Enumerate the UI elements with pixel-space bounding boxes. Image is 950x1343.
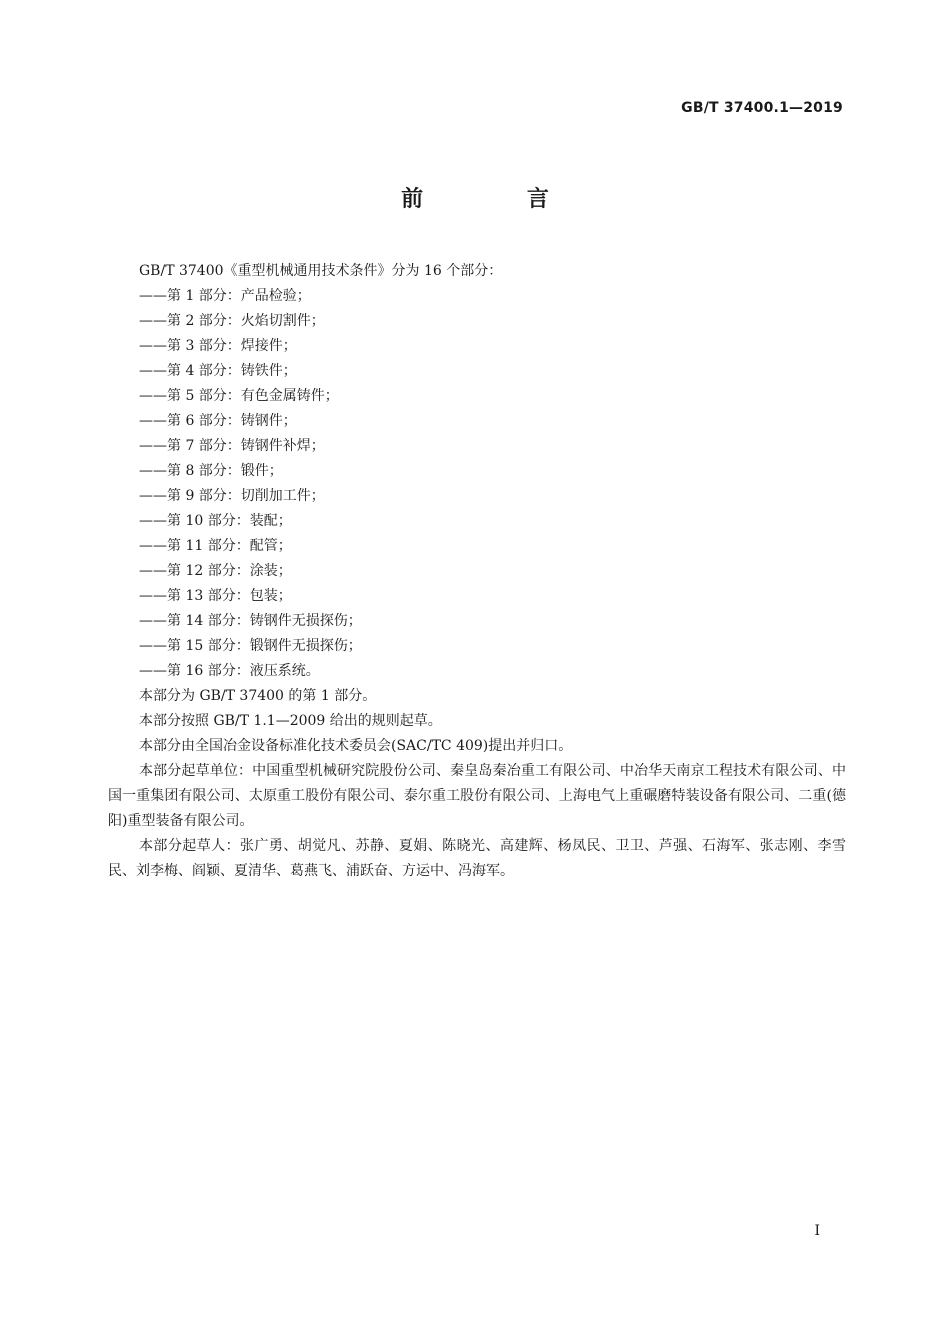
page-title: 前 言 — [401, 187, 597, 212]
standard-code: GB/T 37400.1—2019 — [681, 100, 843, 116]
list-item: ——第 3 部分：焊接件； — [139, 338, 297, 354]
list-item: ——第 8 部分：锻件； — [139, 463, 283, 479]
list-item: ——第 9 部分：切削加工件； — [139, 488, 325, 504]
part-statement: 本部分为 GB/T 37400 的第 1 部分。 — [139, 688, 377, 704]
proposer-statement: 本部分由全国冶金设备标准化技术委员会(SAC/TC 409)提出并归口。 — [139, 738, 573, 754]
list-item: ——第 12 部分：涂装； — [139, 563, 292, 579]
drafting-rules-statement: 本部分按照 GB/T 1.1—2009 给出的规则起草。 — [139, 713, 442, 729]
list-item: ——第 6 部分：铸钢件； — [139, 413, 297, 429]
list-item: ——第 2 部分：火焰切割件； — [139, 313, 325, 329]
foreword-body — [108, 259, 846, 884]
intro-paragraph: GB/T 37400《重型机械通用技术条件》分为 16 个部分： — [139, 263, 503, 279]
list-item: ——第 14 部分：铸钢件无损探伤； — [139, 613, 362, 629]
list-item: ——第 4 部分：铸铁件； — [139, 363, 297, 379]
list-item: ——第 13 部分：包装； — [139, 588, 292, 604]
page-number: I — [814, 1223, 820, 1239]
parts-list — [108, 284, 846, 684]
list-item: ——第 7 部分：铸钢件补焊； — [139, 438, 325, 454]
list-item: ——第 16 部分：液压系统。 — [139, 663, 320, 679]
list-item: ——第 11 部分：配管； — [139, 538, 292, 554]
list-item: ——第 10 部分：装配； — [139, 513, 292, 529]
list-item: ——第 5 部分：有色金属铸件； — [139, 388, 339, 404]
drafters-statement: 本部分起草人：张广勇、胡觉凡、苏静、夏娟、陈晓光、高建辉、杨凤民、卫卫、芦强、石海军、张志刚、李雪民、刘李梅、阎颖、夏清华、葛燕飞、浦跃奋、方运中、冯海军。 — [108, 838, 846, 879]
drafting-units-statement: 本部分起草单位：中国重型机械研究院股份公司、秦皇岛秦冶重工有限公司、中冶华天南京工程技术有限公司、中国一重集团有限公司、太原重工股份有限公司、泰尔重工股份有限公司、上海电气上重碾磨特装设备有限公司、二重(德阳)重型装备有限公司。 — [108, 763, 846, 829]
list-item: ——第 1 部分：产品检验； — [139, 288, 311, 304]
list-item: ——第 15 部分：锻钢件无损探伤； — [139, 638, 362, 654]
